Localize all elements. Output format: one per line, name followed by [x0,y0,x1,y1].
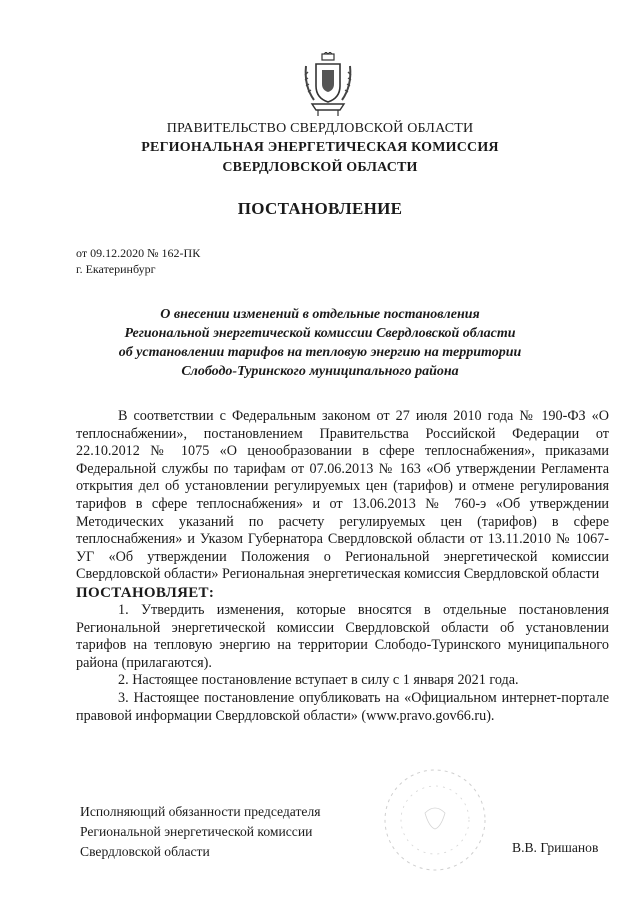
signatory-position-line: Исполняющий обязанности председателя [80,804,321,819]
document-type-title: ПОСТАНОВЛЕНИЕ [237,199,403,218]
resolution-item-1: 1. Утвердить изменения, которые вносятся в отдельные постановления Региональной энергетической комиссии Свердловской области об установлении тарифов на тепловую энергию на территории Слободо-Туринского муниципального района (прилагаются). [76,601,609,671]
resolution-item-2: 2. Настоящее постановление вступает в силу с 1 января 2021 года. [118,672,519,689]
document-city: г. Екатеринбург [76,262,156,276]
commission-name: РЕГИОНАЛЬНАЯ ЭНЕРГЕТИЧЕСКАЯ КОМИССИЯ [141,140,499,155]
subject-line: Слободо-Туринского муниципального района [181,364,459,379]
preamble-paragraph: В соответствии с Федеральным законом от 27 июля 2010 года № 190-ФЗ «О теплоснабжении», постановлением Правительства Российской Федерации от 22.10.2012 № 1075 «О ценообразовании в сфере теплоснабжения», приказами Федеральной службы по тарифам от 07.06.2013 № 163 «Об утверждении Регламента открытия дел об установлении регулируемых цен (тарифов) и отмене регулирования тарифов в сфере теплоснабжения» и от 13.06.2013 № 760-э «Об утверждении Методических указаний по расчету регулируемых цен (тарифов) в сфере теплоснабжения» и Указом Губернатора Свердловской области от 13.11.2010 № 1067-УГ «Об утверждении Положения о Региональной энергетической комиссии Свердловской области» Региональная энергетическая комиссия Свердловской области [76,408,609,583]
signatory-name: В.В. Гришанов [512,840,599,855]
subject-line: Региональной энергетической комиссии Свердловской области [124,326,516,341]
document-body [76,408,609,725]
document-date-number: от 09.12.2020 № 162-ПК [76,246,201,260]
signatory-position-line: Свердловской области [80,844,210,859]
official-seal-icon [380,765,490,875]
commission-region: СВЕРДЛОВСКОЙ ОБЛАСТИ [222,160,418,175]
resolution-item-3: 3. Настоящее постановление опубликовать на «Официальном интернет-портале правовой информации Свердловской области» (www.pravo.gov66.ru). [76,689,609,724]
subject-line: об установлении тарифов на тепловую энергию на территории [118,345,522,360]
coat-of-arms-icon [302,52,354,118]
government-name: ПРАВИТЕЛЬСТВО СВЕРДЛОВСКОЙ ОБЛАСТИ [166,121,474,136]
signatory-position [80,802,321,862]
signatory-position-line: Региональной энергетической комиссии [80,824,313,839]
resolves-heading: ПОСТАНОВЛЯЕТ: [76,584,215,601]
document-subject [66,305,574,381]
subject-line: О внесении изменений в отдельные постановления [160,307,480,322]
